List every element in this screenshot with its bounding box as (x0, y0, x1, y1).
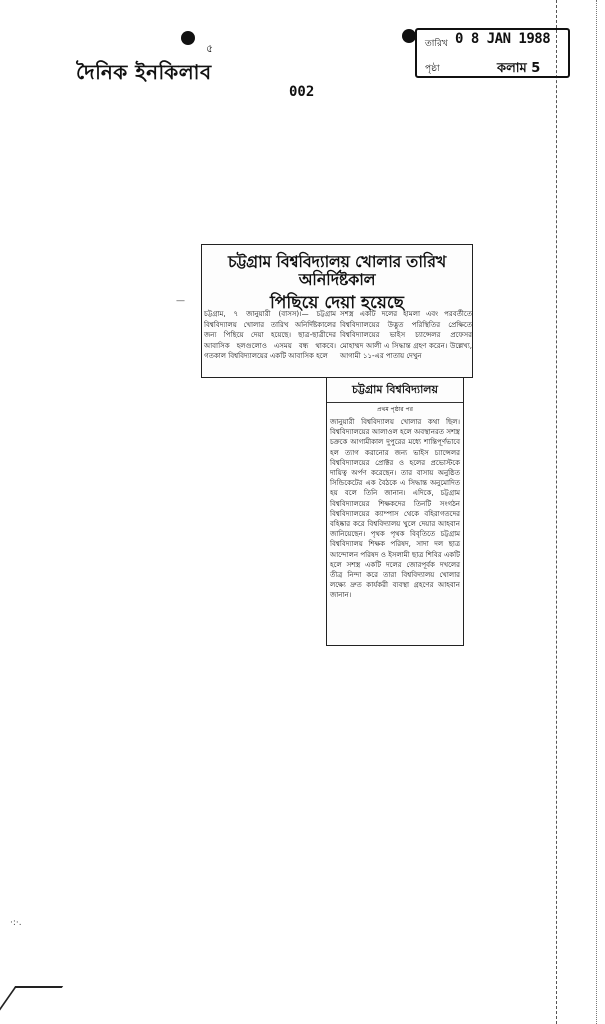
corner-fold-mark (0, 986, 63, 1018)
continued-column: জানুয়ারী বিশ্ববিদ্যালয় খোলার কথা ছিল। বিশ্ববিদ্যালয়ের আলাওল হলে অবস্থানরত সশস্ত্র চক্রকে আগামীকাল দুপুরের মধ্যে শান্তিপূর্ণভাবে হল ত্যাগ করানোর জন্য ভাইস চ্যান্সেলর বিশ্ববিদ্যালয়ের প্রোক্টর ও হলের প্রভোস্টকে দায়িত্ব অর্পণ করেছেন। তার বাসায় অনুষ্ঠিত সিন্ডিকেটের এক বৈঠকে এ সিদ্ধান্ত অনুমোদিত হয় বলে তিনি জানান। এদিকে, চট্টগ্রাম বিশ্ববিদ্যালয়ের শিক্ষকদের তিনটি সংগঠন বিশ্ববিদ্যালয়ের ক্যাম্পাস থেকে বহিরাগতদের বহিষ্কার করে বিশ্ববিদ্যালয় খুলে দেয়ার আহবান জানিয়েছেন। পৃথক পৃথক বিবৃতিতে চট্টগ্রাম বিশ্ববিদ্যালয় শিক্ষক পরিষদ, সাদা দল ছাত্র আন্দোলন পরিষদ ও ইসলামী ছাত্র শিবির একটি হলে সশস্ত্র একটি দলের জোরপূর্বক দখলের তীব্র নিন্দা করে তারা বিশ্ববিদ্যালয় খোলার লক্ষ্যে দ্রুত কার্যকরী ব্যবস্থা গ্রহণের আহবান জানান। (330, 418, 460, 600)
ink-mark: ৫ (206, 42, 214, 55)
scan-noise: ·:·. (10, 918, 22, 928)
headline-line-2: পিছিয়ে দেয়া হয়েছে (270, 292, 404, 313)
continued-subhead: চট্টগ্রাম বিশ্ববিদ্যালয় (327, 381, 463, 403)
punch-hole (181, 31, 195, 45)
margin-line (556, 0, 560, 1024)
newspaper-masthead: দৈনিক ইনকিলাব (76, 60, 212, 84)
punch-hole (402, 29, 416, 43)
article-column-right: সশস্ত্র একটি দলের হামলা এবং পরবর্তীতে বিশ্ববিদ্যালয়ের উদ্ভূত পরিস্থিতির প্রেক্ষিতে বিশ্ববিদ্যালয়ের ভাইস চ্যান্সেলর প্রফেসর মোহাম্মদ আলী এ সিদ্ধান্ত গ্রহণ করেন। উল্লেখ্য, আগামী ১১-এর পাতায় দেখুন (340, 310, 472, 360)
pencil-mark: — (176, 296, 185, 306)
news-clipping (201, 244, 473, 378)
article-body (204, 309, 472, 362)
news-clipping-continued (326, 378, 464, 646)
stamp-page-label: পৃষ্ঠা (425, 64, 440, 74)
headline-line-1: চট্টগ্রাম বিশ্ববিদ্যালয় খোলার তারিখ অনির্দিষ্টকাল (228, 252, 446, 290)
edge-speckle (596, 0, 599, 1024)
article-column-left: চট্টগ্রাম, ৭ জানুয়ারী (বাসস)।— চট্টগ্রাম বিশ্ববিদ্যালয় খোলার তারিখ অনির্দিষ্টকালের জন্য পিছিয়ে দেয়া হয়েছে। ছাত্র-ছাত্রীদের আবাসিক হলগুলোও এসময় বন্ধ থাকবে। গতকাল বিশ্ববিদ্যালয়ের একটি আবাসিক হলে (204, 310, 336, 360)
stamp-date-value: 0 8 JAN 1988 (455, 31, 551, 47)
page-code: 002 (289, 84, 315, 100)
date-stamp (415, 28, 570, 78)
stamp-date-label: তারিখ (425, 39, 448, 49)
continued-note: প্রথম পৃষ্ঠার পর (377, 406, 413, 413)
stamp-page-value: কলাম 5 (497, 61, 541, 76)
